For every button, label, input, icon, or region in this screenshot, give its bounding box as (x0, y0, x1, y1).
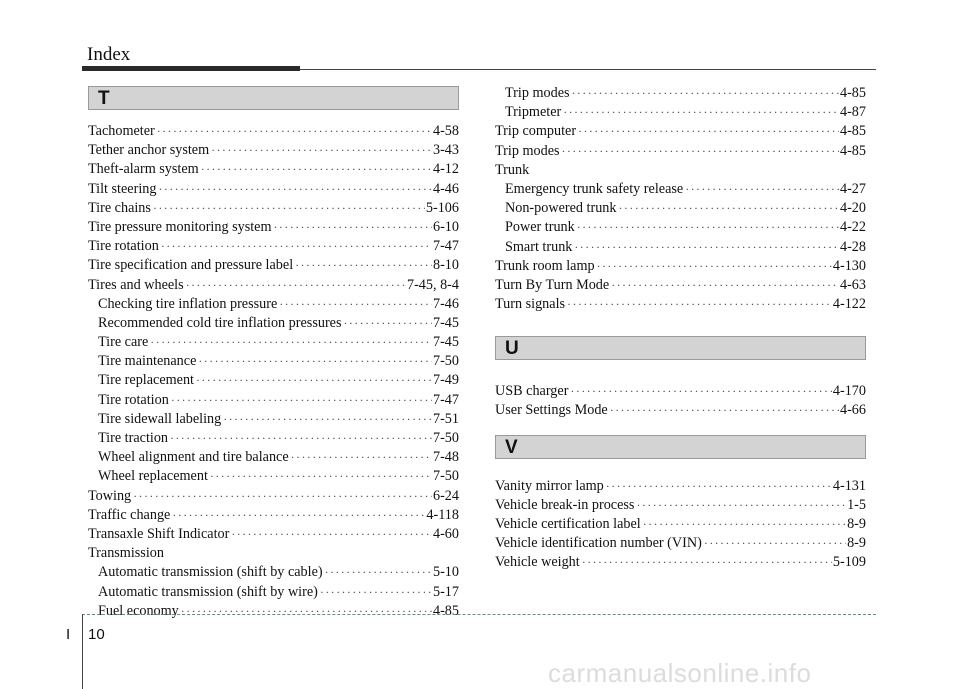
index-entry-label: Non-powered trunk (505, 200, 617, 217)
index-entry (88, 160, 459, 179)
watermark: carmanualsonline.info (548, 658, 812, 688)
dot-leader (150, 333, 432, 352)
dot-leader (274, 218, 432, 237)
footer-section-letter: I (66, 626, 71, 643)
index-entry-label: Vanity mirror lamp (495, 477, 604, 494)
dot-leader (563, 103, 839, 122)
letter-heading-label: V (505, 436, 518, 458)
index-entry (88, 314, 459, 333)
index-entry-page: 4-170 (832, 383, 866, 400)
index-entry (495, 199, 866, 218)
index-entry-label: Power trunk (505, 219, 575, 236)
dot-leader (611, 276, 839, 295)
index-entry-page: 7-51 (432, 410, 459, 427)
index-entry (495, 84, 866, 103)
dot-leader (636, 496, 846, 515)
index-entry-page: 4-22 (839, 219, 866, 236)
footer-page-number: 10 (88, 626, 105, 643)
index-entry (495, 103, 866, 122)
index-entry-page: 4-85 (432, 602, 459, 619)
index-entry-page: 7-47 (432, 391, 459, 408)
index-entry-page: 5-17 (432, 583, 459, 600)
index-entry-label: Tire sidewall labeling (98, 410, 222, 427)
index-entry-label: Tripmeter (505, 104, 562, 121)
index-entry-page: 7-45, 8-4 (406, 276, 459, 293)
index-entry-label: Tires and wheels (88, 276, 184, 293)
index-entry-label: Vehicle weight (495, 554, 580, 571)
index-list-t-continued (495, 84, 866, 314)
dot-leader (211, 141, 432, 160)
index-entry-label: Towing (88, 487, 132, 504)
dot-leader (597, 257, 832, 276)
index-entry (88, 563, 459, 582)
index-entry-page: 4-85 (839, 123, 866, 140)
index-entry-page: 4-58 (432, 123, 459, 139)
index-entry-page: 3-43 (432, 142, 459, 159)
index-entry-page: 6-24 (432, 487, 459, 504)
dot-leader (606, 477, 832, 496)
index-list-v (495, 477, 866, 573)
index-entry (88, 295, 459, 314)
dot-leader (157, 122, 432, 141)
dot-leader (198, 352, 432, 371)
index-entry-label: Turn signals (495, 296, 566, 313)
index-column-left (88, 86, 459, 621)
footer-divider (82, 614, 83, 689)
dot-leader (196, 371, 432, 390)
dot-leader (574, 238, 839, 257)
index-entry (495, 553, 866, 572)
index-entry (88, 583, 459, 602)
dot-leader (578, 122, 839, 141)
index-entry-page: 4-87 (839, 104, 866, 121)
index-entry (88, 199, 459, 218)
dot-leader (343, 314, 432, 333)
index-entry (495, 276, 866, 295)
index-entry-page: 5-109 (832, 554, 866, 571)
index-entry (88, 237, 459, 256)
index-entry (88, 525, 459, 544)
index-entry-label: Transmission (88, 545, 164, 562)
index-entry-page: 8-9 (847, 535, 866, 552)
header-rule-thick (82, 66, 300, 71)
index-entry-heading (88, 544, 459, 563)
index-entry (88, 180, 459, 199)
index-entry (495, 180, 866, 199)
index-entry (88, 141, 459, 160)
index-entry-page: 4-118 (426, 506, 459, 523)
index-entry (88, 276, 459, 295)
index-entry-label: Tether anchor system (88, 142, 210, 159)
dot-leader (325, 563, 432, 582)
index-entry (495, 534, 866, 553)
index-entry-label: Vehicle break-in process (495, 496, 635, 513)
index-entry-label: Tire rotation (88, 238, 159, 255)
dot-leader (704, 534, 846, 553)
index-entry (495, 122, 866, 141)
index-entry-page: 4-85 (839, 85, 866, 101)
index-entry-page: 8-9 (847, 516, 866, 532)
dot-leader (291, 448, 432, 467)
index-entry-label: Tire rotation (98, 391, 169, 408)
dot-leader (158, 180, 432, 199)
index-entry-page: 6-10 (432, 218, 459, 235)
index-entry-page: 4-63 (839, 276, 866, 293)
index-entry-label: Fuel economy (98, 602, 179, 619)
index-entry (495, 496, 866, 515)
dot-leader (570, 382, 831, 401)
index-entry-page: 4-60 (432, 525, 459, 542)
footer-rule (82, 614, 876, 615)
index-entry-label: Tilt steering (88, 180, 157, 197)
index-entry-page: 1-5 (847, 496, 866, 513)
dot-leader (153, 199, 425, 218)
index-entry-label: User Settings Mode (495, 402, 608, 419)
index-column-right (495, 84, 866, 573)
index-entry-label: Trunk (495, 161, 530, 178)
dot-leader (172, 506, 425, 525)
index-entry-page: 4-85 (839, 142, 866, 159)
index-entry-label: Trunk room lamp (495, 257, 595, 274)
index-entry-page: 4-66 (839, 402, 866, 419)
index-entry-label: Traffic change (88, 506, 171, 523)
dot-leader (279, 295, 432, 314)
index-entry-page: 4-130 (832, 257, 866, 274)
dot-leader (223, 410, 432, 429)
index-entry-label: Checking tire inflation pressure (98, 295, 278, 312)
index-entry (88, 602, 459, 621)
index-entry (88, 371, 459, 390)
dot-leader (171, 391, 432, 410)
dot-leader (170, 429, 432, 448)
index-entry-page: 4-46 (432, 180, 459, 197)
index-entry-label: Tire chains (88, 199, 151, 216)
index-entry-label: Smart trunk (505, 238, 573, 255)
dot-leader (582, 553, 832, 572)
index-entry (495, 295, 866, 314)
index-entry-label: Vehicle certification label (495, 516, 641, 532)
index-entry-page: 4-131 (832, 477, 866, 494)
index-entry (88, 487, 459, 506)
dot-leader (181, 602, 432, 621)
index-entry-label: Tachometer (88, 123, 155, 139)
dot-leader (567, 295, 832, 314)
index-entry-page: 7-45 (432, 334, 459, 351)
dot-leader (210, 467, 432, 486)
page-header-title: Index (87, 44, 131, 65)
index-entry-label: Wheel alignment and tire balance (98, 449, 289, 466)
index-entry-page: 7-49 (432, 372, 459, 389)
index-entry-page: 7-50 (432, 430, 459, 446)
letter-heading-v (495, 435, 866, 459)
index-list-u (495, 382, 866, 420)
index-entry (88, 391, 459, 410)
index-entry-label: Wheel replacement (98, 468, 208, 485)
dot-leader (231, 525, 432, 544)
index-entry-page: 7-50 (432, 353, 459, 370)
index-entry (88, 448, 459, 467)
index-entry-label: Automatic transmission (shift by wire) (98, 583, 318, 600)
index-entry (88, 410, 459, 429)
index-entry (88, 352, 459, 371)
index-entry-label: Tire maintenance (98, 353, 197, 370)
index-entry-page: 7-47 (432, 238, 459, 255)
index-entry (495, 142, 866, 161)
dot-leader (133, 487, 432, 506)
index-entry-label: Vehicle identification number (VIN) (495, 535, 702, 552)
dot-leader (685, 180, 839, 199)
index-entry-label: Tire traction (98, 430, 169, 446)
index-entry-page: 4-28 (839, 238, 866, 255)
index-entry-page: 4-12 (432, 161, 459, 178)
index-entry (88, 122, 459, 141)
header-rule-thin (300, 69, 876, 70)
index-list-t (88, 122, 459, 621)
index-entry-page: 7-46 (432, 295, 459, 312)
index-entry (495, 218, 866, 237)
index-entry-page: 7-50 (432, 468, 459, 485)
index-entry-label: Emergency trunk safety release (505, 180, 684, 197)
index-entry-label: Transaxle Shift Indicator (88, 525, 230, 542)
index-entry-page: 4-20 (839, 200, 866, 217)
index-entry (88, 218, 459, 237)
index-entry-page: 8-10 (432, 257, 459, 274)
letter-heading-t (88, 86, 459, 110)
index-entry-label: Trip modes (495, 142, 560, 159)
index-entry-label: Tire pressure monitoring system (88, 218, 272, 235)
index-entry (88, 256, 459, 275)
index-entry-label: Turn By Turn Mode (495, 276, 610, 293)
index-entry (88, 467, 459, 486)
dot-leader (610, 401, 839, 420)
index-entry (495, 257, 866, 276)
dot-leader (577, 218, 839, 237)
letter-heading-u (495, 336, 866, 360)
index-entry (495, 382, 866, 401)
index-entry (495, 515, 866, 534)
index-entry-page: 7-48 (432, 449, 459, 466)
index-entry-label: Recommended cold tire inflation pressures (98, 314, 342, 331)
index-entry-label: Tire replacement (98, 372, 194, 389)
letter-heading-label: T (98, 88, 110, 109)
dot-leader (562, 142, 839, 161)
index-entry (495, 477, 866, 496)
dot-leader (161, 237, 432, 256)
dot-leader (186, 276, 406, 295)
dot-leader (320, 583, 432, 602)
letter-heading-label: U (505, 338, 519, 360)
index-entry (88, 333, 459, 352)
index-entry-label: USB charger (495, 383, 569, 400)
index-entry (495, 401, 866, 420)
index-entry (495, 238, 866, 257)
index-entry-label: Trip modes (505, 85, 570, 101)
index-entry-page: 4-27 (839, 180, 866, 197)
index-entry-label: Theft-alarm system (88, 161, 199, 178)
dot-leader (295, 256, 432, 275)
index-entry-label: Tire care (98, 334, 149, 351)
index-entry-heading (495, 161, 866, 180)
index-entry-page: 4-122 (832, 296, 866, 313)
dot-leader (643, 515, 846, 534)
index-entry-label: Automatic transmission (shift by cable) (98, 564, 323, 581)
index-entry-page: 7-45 (432, 314, 459, 331)
dot-leader (572, 84, 839, 103)
index-entry-label: Tire specification and pressure label (88, 257, 294, 274)
index-entry (88, 506, 459, 525)
index-entry-page: 5-10 (432, 564, 459, 581)
dot-leader (201, 160, 432, 179)
index-entry-label: Trip computer (495, 123, 577, 140)
dot-leader (619, 199, 839, 218)
index-entry-page: 5-106 (425, 199, 459, 216)
index-entry (88, 429, 459, 448)
